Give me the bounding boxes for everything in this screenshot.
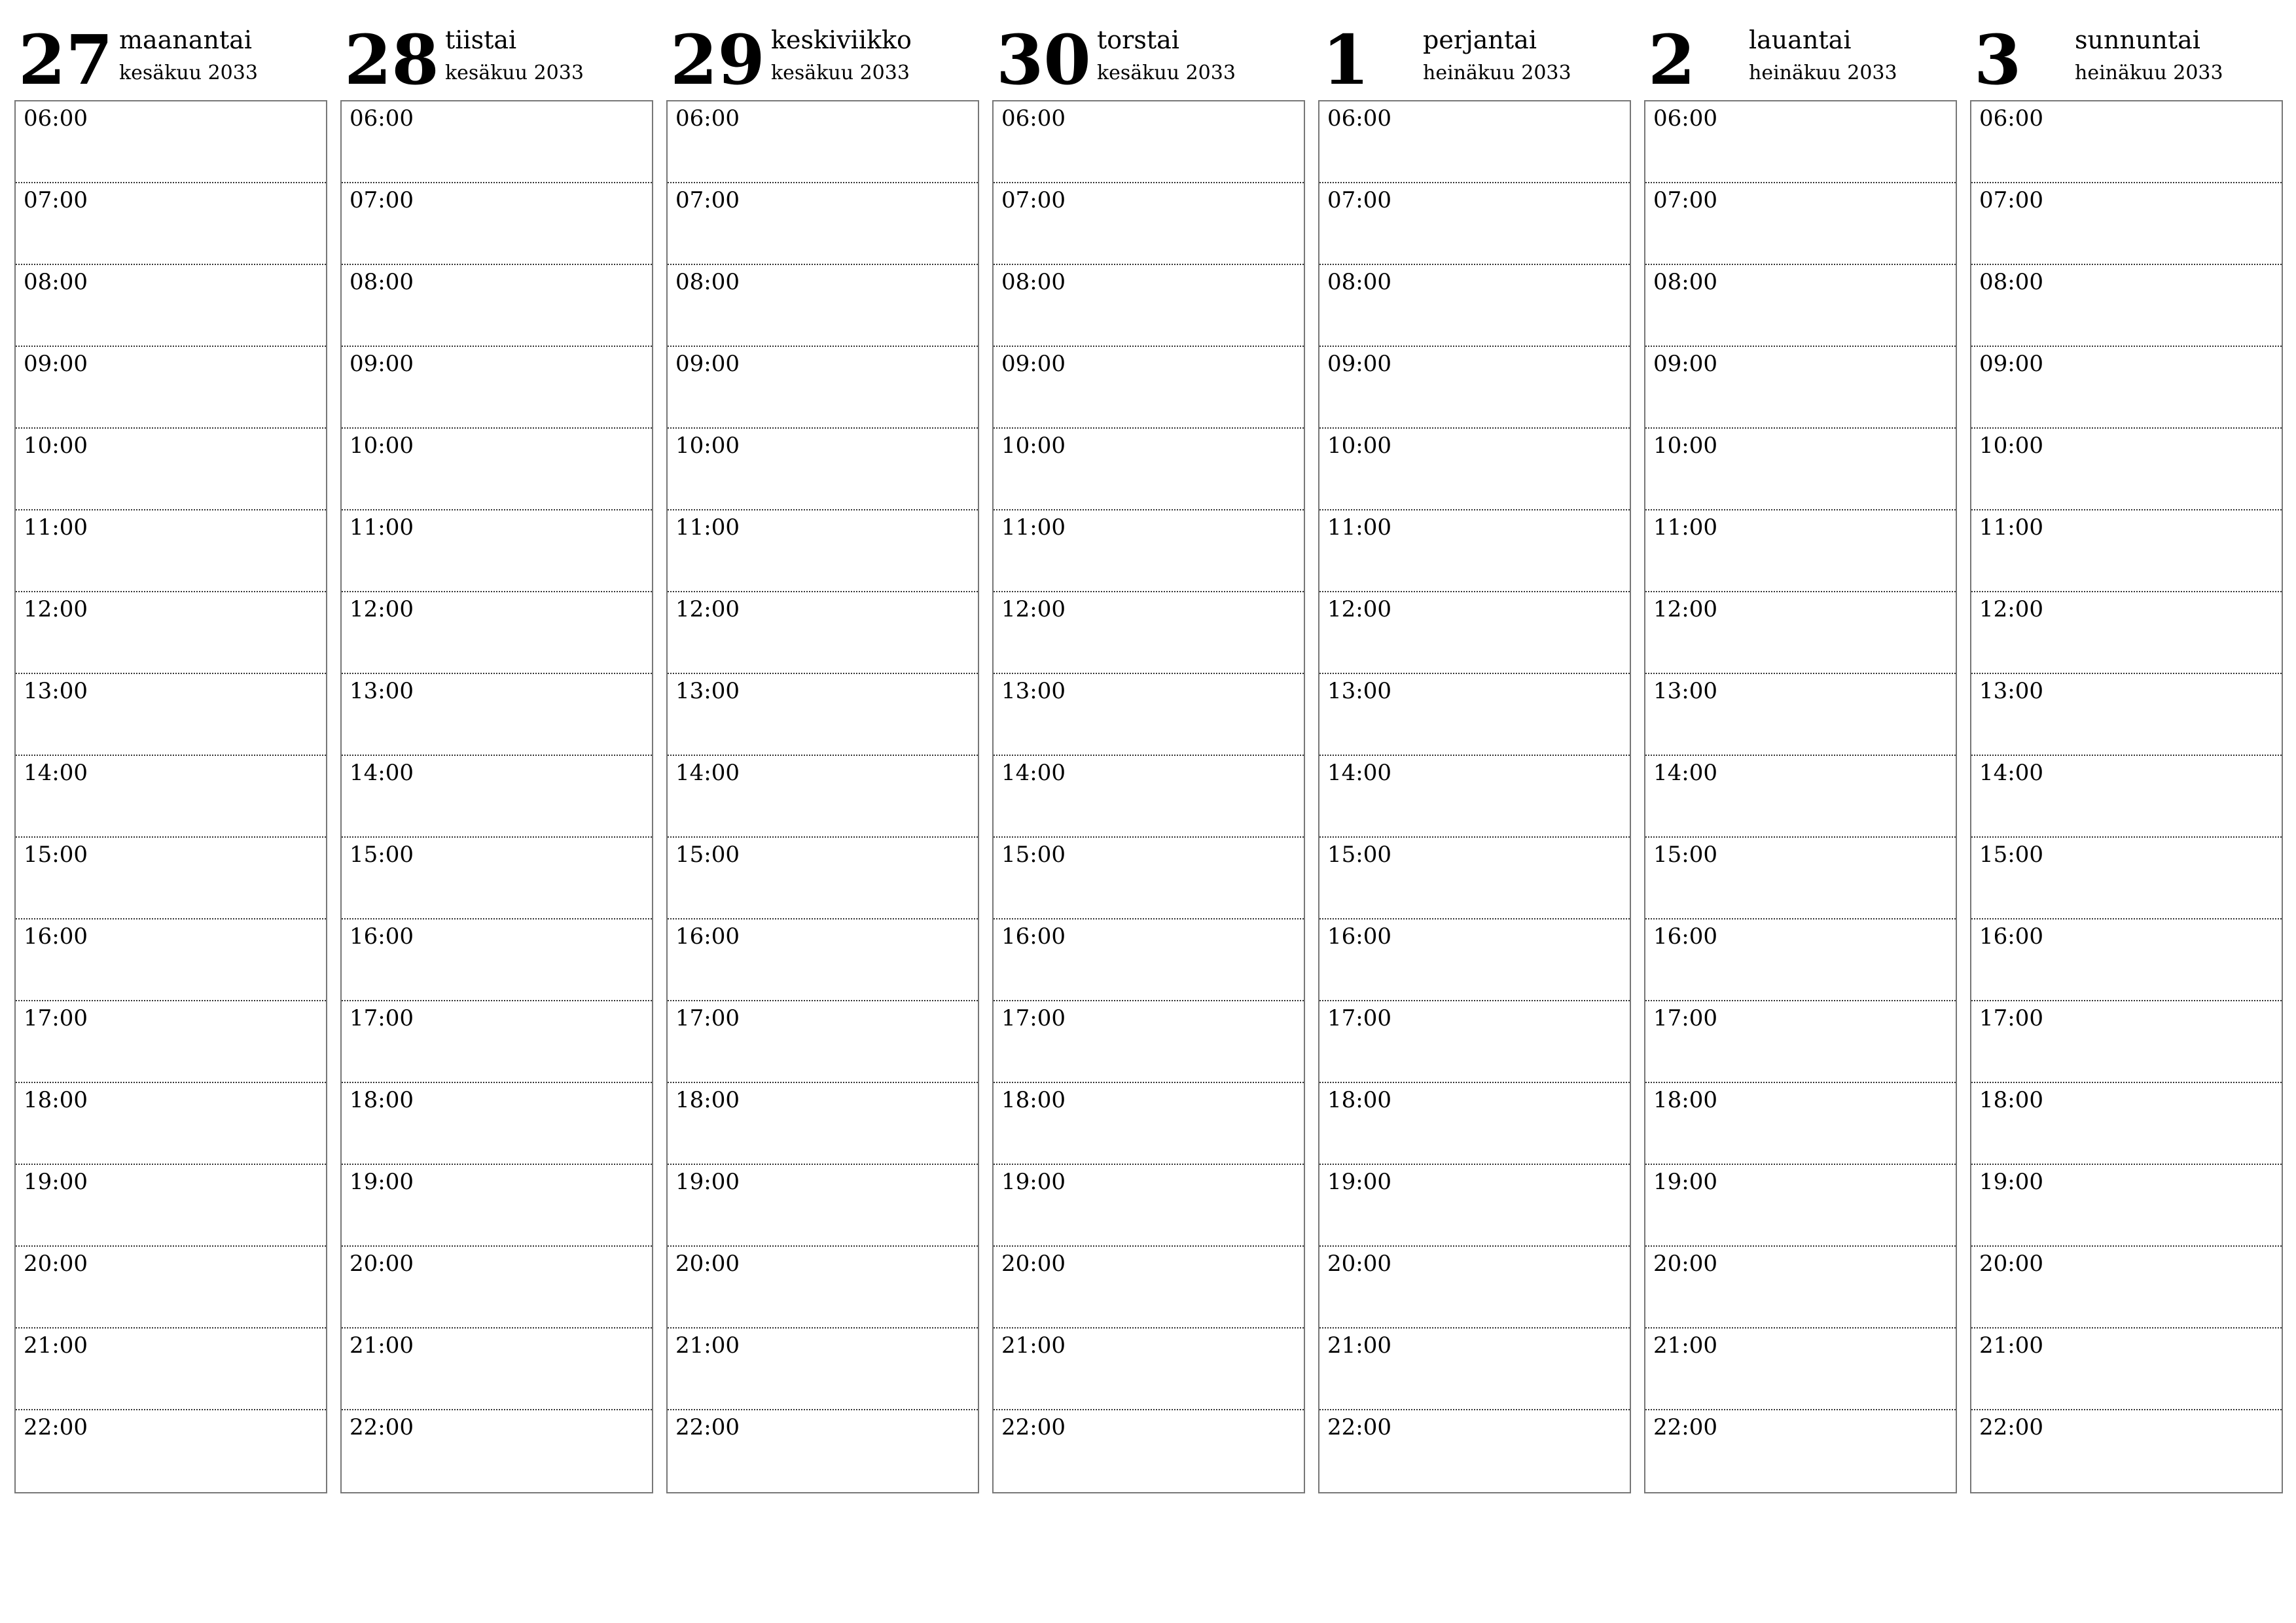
hour-label: 06:00 (1327, 105, 1391, 132)
hour-slot[interactable] (994, 183, 1304, 265)
hour-slot[interactable] (16, 838, 326, 919)
hour-slot[interactable] (1319, 510, 1630, 592)
hour-slot[interactable] (668, 1165, 978, 1247)
hour-label: 18:00 (24, 1087, 88, 1113)
hour-label: 14:00 (1653, 760, 1717, 786)
hour-slot[interactable] (16, 1001, 326, 1083)
hour-slot[interactable] (668, 1083, 978, 1165)
hour-slot[interactable] (994, 1001, 1304, 1083)
weekday-name: lauantai (1749, 26, 1852, 54)
hour-slot[interactable] (668, 1001, 978, 1083)
hour-label: 20:00 (24, 1251, 88, 1277)
hour-slot[interactable] (1971, 429, 2282, 510)
hour-slot[interactable] (342, 429, 652, 510)
hour-label: 10:00 (1979, 433, 2043, 459)
hour-slot[interactable] (1645, 838, 1956, 919)
hour-slot[interactable] (994, 592, 1304, 674)
hour-slot[interactable] (342, 674, 652, 756)
hour-slot[interactable] (1645, 265, 1956, 347)
hour-label: 09:00 (350, 351, 414, 377)
hour-slot[interactable] (994, 838, 1304, 919)
hour-label: 15:00 (1327, 842, 1391, 868)
hour-label: 17:00 (350, 1005, 414, 1031)
hour-slot[interactable] (1319, 1329, 1630, 1410)
hour-slot[interactable] (1645, 919, 1956, 1001)
hour-label: 09:00 (675, 351, 740, 377)
hour-slot[interactable] (1319, 265, 1630, 347)
month-year: kesäkuu 2033 (771, 62, 910, 84)
hour-slot[interactable] (994, 347, 1304, 429)
hour-label: 10:00 (1327, 433, 1391, 459)
time-slots (992, 100, 1305, 1493)
hour-slot[interactable] (668, 101, 978, 183)
hour-label: 20:00 (1979, 1251, 2043, 1277)
hour-slot[interactable] (668, 1410, 978, 1492)
hour-label: 22:00 (1001, 1414, 1066, 1440)
day-number: 1 (1322, 20, 1370, 100)
hour-label: 18:00 (1001, 1087, 1066, 1113)
hour-slot[interactable] (668, 1329, 978, 1410)
hour-label: 07:00 (24, 187, 88, 213)
hour-slot[interactable] (668, 183, 978, 265)
hour-label: 07:00 (1653, 187, 1717, 213)
hour-slot[interactable] (1319, 756, 1630, 838)
hour-label: 19:00 (350, 1169, 414, 1195)
hour-slot[interactable] (342, 1247, 652, 1329)
hour-label: 21:00 (1327, 1332, 1391, 1359)
hour-slot[interactable] (668, 510, 978, 592)
hour-label: 15:00 (350, 842, 414, 868)
hour-slot[interactable] (1319, 429, 1630, 510)
hour-slot[interactable] (668, 1247, 978, 1329)
hour-label: 21:00 (1979, 1332, 2043, 1359)
hour-slot[interactable] (1319, 919, 1630, 1001)
hour-label: 15:00 (24, 842, 88, 868)
hour-slot[interactable] (342, 1410, 652, 1492)
hour-slot[interactable] (342, 919, 652, 1001)
hour-label: 14:00 (1001, 760, 1066, 786)
hour-label: 19:00 (1327, 1169, 1391, 1195)
time-slots (340, 100, 653, 1493)
hour-label: 08:00 (24, 269, 88, 295)
hour-label: 07:00 (675, 187, 740, 213)
hour-label: 12:00 (1001, 596, 1066, 622)
hour-slot[interactable] (16, 347, 326, 429)
hour-label: 17:00 (675, 1005, 740, 1031)
day-header (666, 18, 979, 100)
hour-slot[interactable] (994, 510, 1304, 592)
hour-slot[interactable] (1971, 1247, 2282, 1329)
hour-slot[interactable] (16, 756, 326, 838)
hour-slot[interactable] (1319, 838, 1630, 919)
hour-label: 10:00 (24, 433, 88, 459)
month-year: kesäkuu 2033 (445, 62, 584, 84)
hour-slot[interactable] (668, 592, 978, 674)
hour-label: 16:00 (1979, 923, 2043, 950)
hour-label: 14:00 (1979, 760, 2043, 786)
hour-slot[interactable] (1319, 1165, 1630, 1247)
hour-label: 19:00 (24, 1169, 88, 1195)
hour-label: 11:00 (1327, 514, 1391, 541)
hour-label: 18:00 (1327, 1087, 1391, 1113)
hour-slot[interactable] (16, 919, 326, 1001)
hour-slot[interactable] (16, 592, 326, 674)
day-number: 3 (1974, 20, 2022, 100)
weekly-planner (14, 0, 2292, 1623)
weekday-name: sunnuntai (2075, 26, 2200, 54)
hour-label: 12:00 (1979, 596, 2043, 622)
hour-slot[interactable] (1645, 1083, 1956, 1165)
time-slots (14, 100, 327, 1493)
day-header (1318, 18, 1631, 100)
hour-label: 16:00 (350, 923, 414, 950)
hour-slot[interactable] (994, 674, 1304, 756)
hour-label: 08:00 (1653, 269, 1717, 295)
hour-label: 17:00 (1327, 1005, 1391, 1031)
hour-label: 08:00 (1327, 269, 1391, 295)
hour-slot[interactable] (16, 101, 326, 183)
day-header (1644, 18, 1957, 100)
hour-slot[interactable] (1645, 1001, 1956, 1083)
hour-label: 11:00 (1979, 514, 2043, 541)
hour-label: 16:00 (1327, 923, 1391, 950)
hour-label: 18:00 (1979, 1087, 2043, 1113)
hour-label: 12:00 (675, 596, 740, 622)
hour-label: 15:00 (675, 842, 740, 868)
hour-slot[interactable] (342, 510, 652, 592)
hour-label: 20:00 (1653, 1251, 1717, 1277)
hour-slot[interactable] (994, 265, 1304, 347)
hour-slot[interactable] (1645, 592, 1956, 674)
hour-slot[interactable] (1645, 183, 1956, 265)
hour-slot[interactable] (668, 265, 978, 347)
hour-label: 14:00 (675, 760, 740, 786)
time-slots (1644, 100, 1957, 1493)
time-slots (1318, 100, 1631, 1493)
hour-label: 12:00 (1653, 596, 1717, 622)
hour-slot[interactable] (1319, 1083, 1630, 1165)
hour-label: 13:00 (1327, 678, 1391, 704)
time-slots (666, 100, 979, 1493)
month-year: heinäkuu 2033 (1749, 62, 1897, 84)
day-header (340, 18, 653, 100)
weekday-name: perjantai (1423, 26, 1537, 54)
month-year: kesäkuu 2033 (1097, 62, 1236, 84)
hour-slot[interactable] (342, 1165, 652, 1247)
hour-label: 16:00 (675, 923, 740, 950)
hour-slot[interactable] (1971, 1083, 2282, 1165)
hour-label: 06:00 (675, 105, 740, 132)
hour-slot[interactable] (342, 101, 652, 183)
hour-label: 13:00 (24, 678, 88, 704)
hour-label: 09:00 (1327, 351, 1391, 377)
hour-label: 12:00 (350, 596, 414, 622)
hour-slot[interactable] (1971, 510, 2282, 592)
hour-slot[interactable] (1971, 756, 2282, 838)
hour-label: 09:00 (24, 351, 88, 377)
hour-label: 09:00 (1001, 351, 1066, 377)
hour-slot[interactable] (1971, 838, 2282, 919)
day-header (14, 18, 327, 100)
month-year: heinäkuu 2033 (2075, 62, 2223, 84)
hour-label: 07:00 (1979, 187, 2043, 213)
hour-slot[interactable] (342, 838, 652, 919)
hour-slot[interactable] (1319, 101, 1630, 183)
day-number: 28 (344, 20, 439, 100)
hour-slot[interactable] (1971, 1410, 2282, 1492)
hour-label: 19:00 (1653, 1169, 1717, 1195)
hour-slot[interactable] (16, 674, 326, 756)
hour-slot[interactable] (668, 919, 978, 1001)
hour-slot[interactable] (16, 510, 326, 592)
hour-label: 07:00 (1327, 187, 1391, 213)
month-year: kesäkuu 2033 (119, 62, 258, 84)
hour-slot[interactable] (668, 347, 978, 429)
hour-label: 21:00 (24, 1332, 88, 1359)
hour-slot[interactable] (668, 429, 978, 510)
hour-label: 06:00 (1979, 105, 2043, 132)
hour-label: 14:00 (350, 760, 414, 786)
hour-label: 17:00 (24, 1005, 88, 1031)
hour-slot[interactable] (1319, 1410, 1630, 1492)
hour-slot[interactable] (994, 429, 1304, 510)
hour-label: 06:00 (1653, 105, 1717, 132)
hour-slot[interactable] (16, 1083, 326, 1165)
hour-slot[interactable] (994, 1083, 1304, 1165)
hour-label: 20:00 (675, 1251, 740, 1277)
hour-slot[interactable] (1971, 1165, 2282, 1247)
hour-slot[interactable] (668, 674, 978, 756)
hour-slot[interactable] (16, 1247, 326, 1329)
hour-slot[interactable] (1645, 1165, 1956, 1247)
hour-label: 18:00 (350, 1087, 414, 1113)
hour-label: 13:00 (1653, 678, 1717, 704)
hour-slot[interactable] (16, 265, 326, 347)
hour-label: 17:00 (1979, 1005, 2043, 1031)
hour-slot[interactable] (1645, 510, 1956, 592)
hour-label: 11:00 (24, 514, 88, 541)
hour-label: 11:00 (1001, 514, 1066, 541)
weekday-name: maanantai (119, 26, 253, 54)
hour-slot[interactable] (342, 1001, 652, 1083)
hour-label: 06:00 (1001, 105, 1066, 132)
hour-label: 18:00 (675, 1087, 740, 1113)
weekday-name: tiistai (445, 26, 517, 54)
hour-label: 22:00 (675, 1414, 740, 1440)
hour-slot[interactable] (1971, 674, 2282, 756)
day-number: 27 (18, 20, 113, 100)
hour-slot[interactable] (342, 592, 652, 674)
hour-slot[interactable] (1971, 919, 2282, 1001)
hour-label: 08:00 (350, 269, 414, 295)
hour-label: 16:00 (1653, 923, 1717, 950)
hour-label: 15:00 (1979, 842, 2043, 868)
hour-label: 16:00 (1001, 923, 1066, 950)
weekday-name: torstai (1097, 26, 1179, 54)
hour-slot[interactable] (994, 756, 1304, 838)
hour-slot[interactable] (1645, 101, 1956, 183)
hour-label: 14:00 (1327, 760, 1391, 786)
hour-slot[interactable] (16, 1329, 326, 1410)
hour-slot[interactable] (1319, 674, 1630, 756)
hour-slot[interactable] (16, 183, 326, 265)
day-number: 2 (1648, 20, 1696, 100)
hour-slot[interactable] (1645, 347, 1956, 429)
hour-slot[interactable] (16, 429, 326, 510)
hour-label: 21:00 (1653, 1332, 1717, 1359)
hour-label: 18:00 (1653, 1087, 1717, 1113)
hour-slot[interactable] (1645, 1329, 1956, 1410)
hour-label: 07:00 (350, 187, 414, 213)
hour-label: 08:00 (1979, 269, 2043, 295)
hour-label: 14:00 (24, 760, 88, 786)
hour-label: 11:00 (350, 514, 414, 541)
hour-label: 20:00 (350, 1251, 414, 1277)
hour-label: 13:00 (1001, 678, 1066, 704)
hour-slot[interactable] (994, 1329, 1304, 1410)
hour-slot[interactable] (1971, 592, 2282, 674)
hour-slot[interactable] (1971, 1329, 2282, 1410)
hour-label: 06:00 (24, 105, 88, 132)
hour-slot[interactable] (994, 1165, 1304, 1247)
hour-slot[interactable] (342, 183, 652, 265)
hour-label: 11:00 (675, 514, 740, 541)
hour-label: 19:00 (1979, 1169, 2043, 1195)
hour-slot[interactable] (994, 1247, 1304, 1329)
hour-label: 21:00 (675, 1332, 740, 1359)
hour-slot[interactable] (994, 101, 1304, 183)
hour-label: 10:00 (675, 433, 740, 459)
month-year: heinäkuu 2033 (1423, 62, 1571, 84)
hour-slot[interactable] (1645, 1247, 1956, 1329)
hour-slot[interactable] (16, 1165, 326, 1247)
hour-label: 19:00 (675, 1169, 740, 1195)
hour-slot[interactable] (1971, 347, 2282, 429)
hour-label: 12:00 (24, 596, 88, 622)
hour-label: 15:00 (1001, 842, 1066, 868)
hour-slot[interactable] (1319, 592, 1630, 674)
hour-label: 17:00 (1001, 1005, 1066, 1031)
hour-slot[interactable] (1319, 1001, 1630, 1083)
hour-label: 22:00 (1979, 1414, 2043, 1440)
hour-label: 17:00 (1653, 1005, 1717, 1031)
hour-label: 13:00 (350, 678, 414, 704)
hour-label: 10:00 (350, 433, 414, 459)
hour-label: 20:00 (1327, 1251, 1391, 1277)
hour-slot[interactable] (1319, 183, 1630, 265)
hour-label: 20:00 (1001, 1251, 1066, 1277)
hour-slot[interactable] (668, 838, 978, 919)
hour-label: 13:00 (1979, 678, 2043, 704)
hour-label: 09:00 (1979, 351, 2043, 377)
hour-label: 21:00 (350, 1332, 414, 1359)
hour-label: 08:00 (675, 269, 740, 295)
hour-label: 15:00 (1653, 842, 1717, 868)
day-header (992, 18, 1305, 100)
hour-label: 07:00 (1001, 187, 1066, 213)
hour-slot[interactable] (16, 1410, 326, 1492)
hour-label: 08:00 (1001, 269, 1066, 295)
hour-slot[interactable] (1319, 347, 1630, 429)
hour-slot[interactable] (342, 1083, 652, 1165)
hour-slot[interactable] (1971, 183, 2282, 265)
hour-slot[interactable] (1319, 1247, 1630, 1329)
hour-slot[interactable] (1645, 674, 1956, 756)
hour-slot[interactable] (1645, 429, 1956, 510)
hour-slot[interactable] (342, 756, 652, 838)
hour-label: 10:00 (1653, 433, 1717, 459)
day-number: 29 (670, 20, 765, 100)
hour-label: 13:00 (675, 678, 740, 704)
hour-slot[interactable] (342, 265, 652, 347)
hour-label: 19:00 (1001, 1169, 1066, 1195)
weekday-name: keskiviikko (771, 26, 912, 54)
hour-slot[interactable] (1971, 265, 2282, 347)
hour-label: 22:00 (350, 1414, 414, 1440)
hour-label: 06:00 (350, 105, 414, 132)
hour-slot[interactable] (342, 1329, 652, 1410)
hour-slot[interactable] (1645, 756, 1956, 838)
hour-slot[interactable] (668, 756, 978, 838)
hour-label: 11:00 (1653, 514, 1717, 541)
hour-label: 09:00 (1653, 351, 1717, 377)
day-header (1970, 18, 2283, 100)
hour-label: 10:00 (1001, 433, 1066, 459)
hour-slot[interactable] (994, 1410, 1304, 1492)
hour-label: 12:00 (1327, 596, 1391, 622)
day-number: 30 (996, 20, 1091, 100)
hour-slot[interactable] (1971, 1001, 2282, 1083)
hour-label: 21:00 (1001, 1332, 1066, 1359)
hour-label: 22:00 (24, 1414, 88, 1440)
hour-slot[interactable] (342, 347, 652, 429)
hour-label: 22:00 (1653, 1414, 1717, 1440)
time-slots (1970, 100, 2283, 1493)
hour-label: 16:00 (24, 923, 88, 950)
hour-label: 22:00 (1327, 1414, 1391, 1440)
hour-slot[interactable] (994, 919, 1304, 1001)
hour-slot[interactable] (1645, 1410, 1956, 1492)
hour-slot[interactable] (1971, 101, 2282, 183)
